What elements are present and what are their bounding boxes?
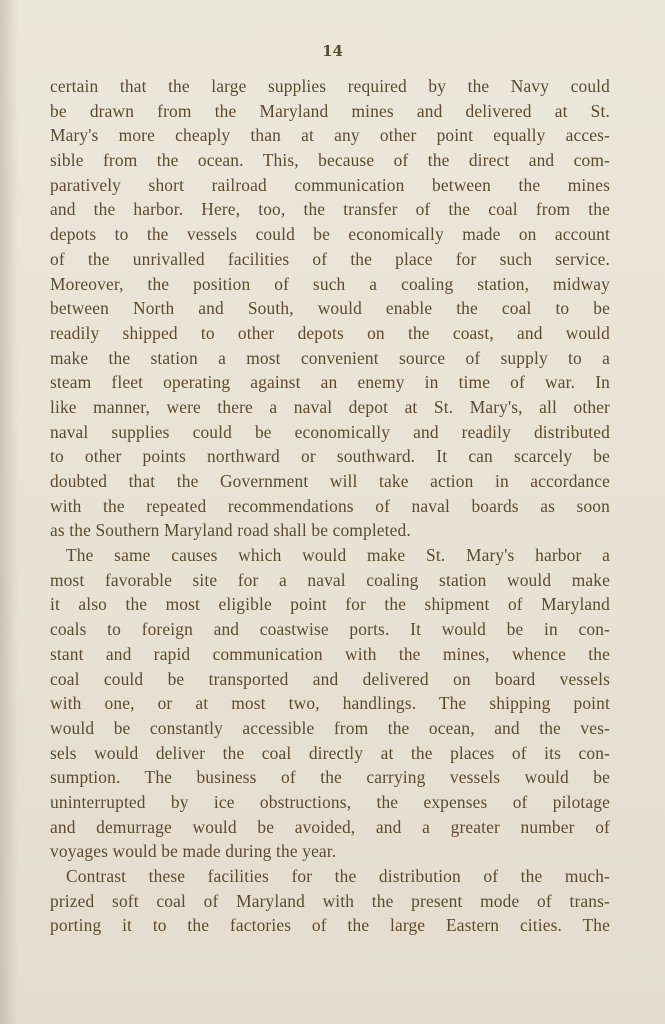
text-line: certain that the large supplies required by the Navy could [50, 76, 610, 96]
text-line: paratively short railroad communication between the mines [50, 174, 610, 195]
text-line: like manner, were there a naval depot at St. Mary's, all other [50, 396, 610, 417]
text-line: stant and rapid communication with the mines, whence the [50, 643, 610, 664]
body-text [50, 74, 610, 938]
text-line: uninterrupted by ice obstructions, the expenses of pilotage [50, 791, 610, 812]
paragraph [50, 74, 610, 543]
paragraph [50, 864, 610, 938]
text-line: as the Southern Maryland road shall be completed. [50, 520, 411, 541]
text-line: between North and South, would enable the coal to be [50, 298, 610, 319]
text-line: porting it to the factories of the large Eastern cities. The [50, 915, 610, 936]
page-number: 14 [322, 42, 343, 60]
text-line: be drawn from the Maryland mines and delivered at St. [50, 100, 610, 121]
text-line: and demurrage would be avoided, and a greater number of [50, 816, 610, 837]
text-line: doubted that the Government will take action in accordance [50, 471, 610, 491]
text-line: sels would deliver the coal directly at the places of its con- [50, 742, 610, 763]
text-line: would be constantly accessible from the ocean, and the ves- [50, 717, 610, 738]
text-line: Mary's more cheaply than at any other point equally acces- [50, 125, 610, 146]
text-line: coals to foreign and coastwise ports. It would be in con- [50, 619, 610, 640]
paragraph [50, 543, 610, 864]
text-line: prized soft coal of Maryland with the present mode of trans- [50, 890, 610, 911]
text-line: naval supplies could be economically and readily distributed [50, 421, 610, 442]
text-line: Moreover, the position of such a coaling station, midway [50, 273, 610, 294]
text-line: depots to the vessels could be economically made on account [50, 224, 610, 245]
text-line: to other points northward or southward. It can scarcely be [50, 446, 610, 467]
text-line: sible from the ocean. This, because of the direct and com- [50, 150, 610, 171]
text-line: The same causes which would make St. Mary's harbor a [66, 545, 610, 566]
text-line: of the unrivalled facilities of the place for such service. [50, 248, 610, 269]
text-line: most favorable site for a naval coaling station would make [50, 569, 610, 590]
text-line: with the repeated recommendations of naval boards as soon [50, 495, 610, 516]
text-line: coal could be transported and delivered on board vessels [50, 668, 610, 689]
text-line: Contrast these facilities for the distribution of the much- [66, 866, 610, 886]
text-line: voyages would be made during the year. [50, 841, 337, 862]
text-line: with one, or at most two, handlings. The shipping point [50, 693, 610, 714]
text-line: readily shipped to other depots on the coast, and would [50, 322, 610, 343]
page-edge-shadow [0, 0, 18, 1024]
text-line: make the station a most convenient source of supply to a [50, 347, 610, 368]
text-line: sumption. The business of the carrying vessels would be [50, 767, 610, 788]
text-line: it also the most eligible point for the shipment of Maryland [50, 594, 610, 615]
text-line: and the harbor. Here, too, the transfer of the coal from the [50, 199, 610, 220]
text-line: steam fleet operating against an enemy in time of war. In [50, 372, 610, 393]
